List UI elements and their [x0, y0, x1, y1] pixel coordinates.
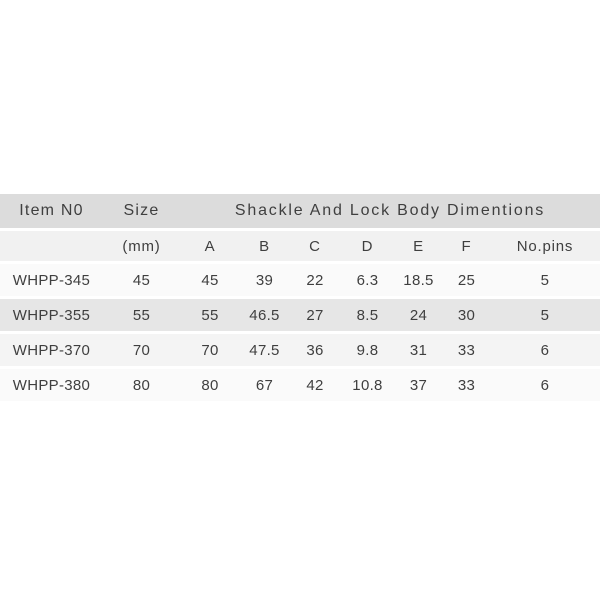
subheader-col-a: A	[204, 237, 216, 255]
cell-dim-e: 24	[409, 306, 428, 324]
table-header-row	[0, 194, 600, 228]
cell-dim-a: 45	[201, 271, 219, 289]
cell-dim-a: 55	[201, 306, 219, 324]
header-item-no: Item N0	[19, 202, 84, 219]
cell-dim-d: 9.8	[356, 341, 379, 359]
subheader-col-d: D	[361, 237, 374, 255]
cell-pins: 5	[540, 271, 550, 289]
subheader-pins: No.pins	[516, 237, 574, 255]
spec-table	[0, 194, 600, 401]
cell-size: 55	[132, 306, 151, 324]
cell-pins: 6	[540, 341, 550, 359]
cell-dim-f: 25	[457, 271, 476, 289]
table-row	[0, 299, 600, 331]
subheader-item-spacer	[0, 231, 103, 261]
cell-dim-b: 46.5	[249, 306, 280, 324]
cell-size: 45	[132, 271, 151, 289]
cell-dim-c: 22	[306, 271, 324, 289]
table-row	[0, 369, 600, 401]
cell-dim-d: 8.5	[356, 306, 379, 324]
header-size: Size	[123, 202, 160, 219]
cell-dim-f: 33	[457, 376, 476, 394]
subheader-col-f: F	[461, 237, 472, 255]
cell-dim-c: 27	[306, 306, 324, 324]
table-row	[0, 264, 600, 296]
cell-dim-e: 18.5	[403, 271, 434, 289]
cell-item-no: WHPP-355	[12, 306, 91, 324]
cell-dim-d: 10.8	[352, 376, 383, 394]
cell-dim-e: 31	[409, 341, 428, 359]
subheader-col-e: E	[413, 237, 424, 255]
cell-dim-b: 47.5	[249, 341, 280, 359]
subheader-col-b: B	[259, 237, 270, 255]
cell-item-no: WHPP-345	[12, 271, 91, 289]
table-row	[0, 334, 600, 366]
cell-dim-e: 37	[409, 376, 428, 394]
cell-dim-b: 67	[255, 376, 274, 394]
table-subheader-row	[0, 231, 600, 261]
cell-dim-f: 30	[457, 306, 476, 324]
cell-pins: 5	[540, 306, 550, 324]
cell-dim-a: 80	[201, 376, 219, 394]
cell-item-no: WHPP-380	[12, 376, 91, 394]
cell-size: 70	[132, 341, 151, 359]
subheader-col-c: C	[309, 237, 321, 255]
subheader-size-unit: (mm)	[122, 237, 161, 255]
cell-dim-a: 70	[201, 341, 219, 359]
cell-dim-d: 6.3	[356, 271, 379, 289]
cell-dim-c: 42	[306, 376, 324, 394]
cell-size: 80	[132, 376, 151, 394]
cell-dim-c: 36	[306, 341, 324, 359]
cell-dim-f: 33	[457, 341, 476, 359]
header-group-title: Shackle And Lock Body Dimentions	[234, 202, 546, 219]
cell-pins: 6	[540, 376, 550, 394]
cell-item-no: WHPP-370	[12, 341, 91, 359]
cell-dim-b: 39	[255, 271, 274, 289]
